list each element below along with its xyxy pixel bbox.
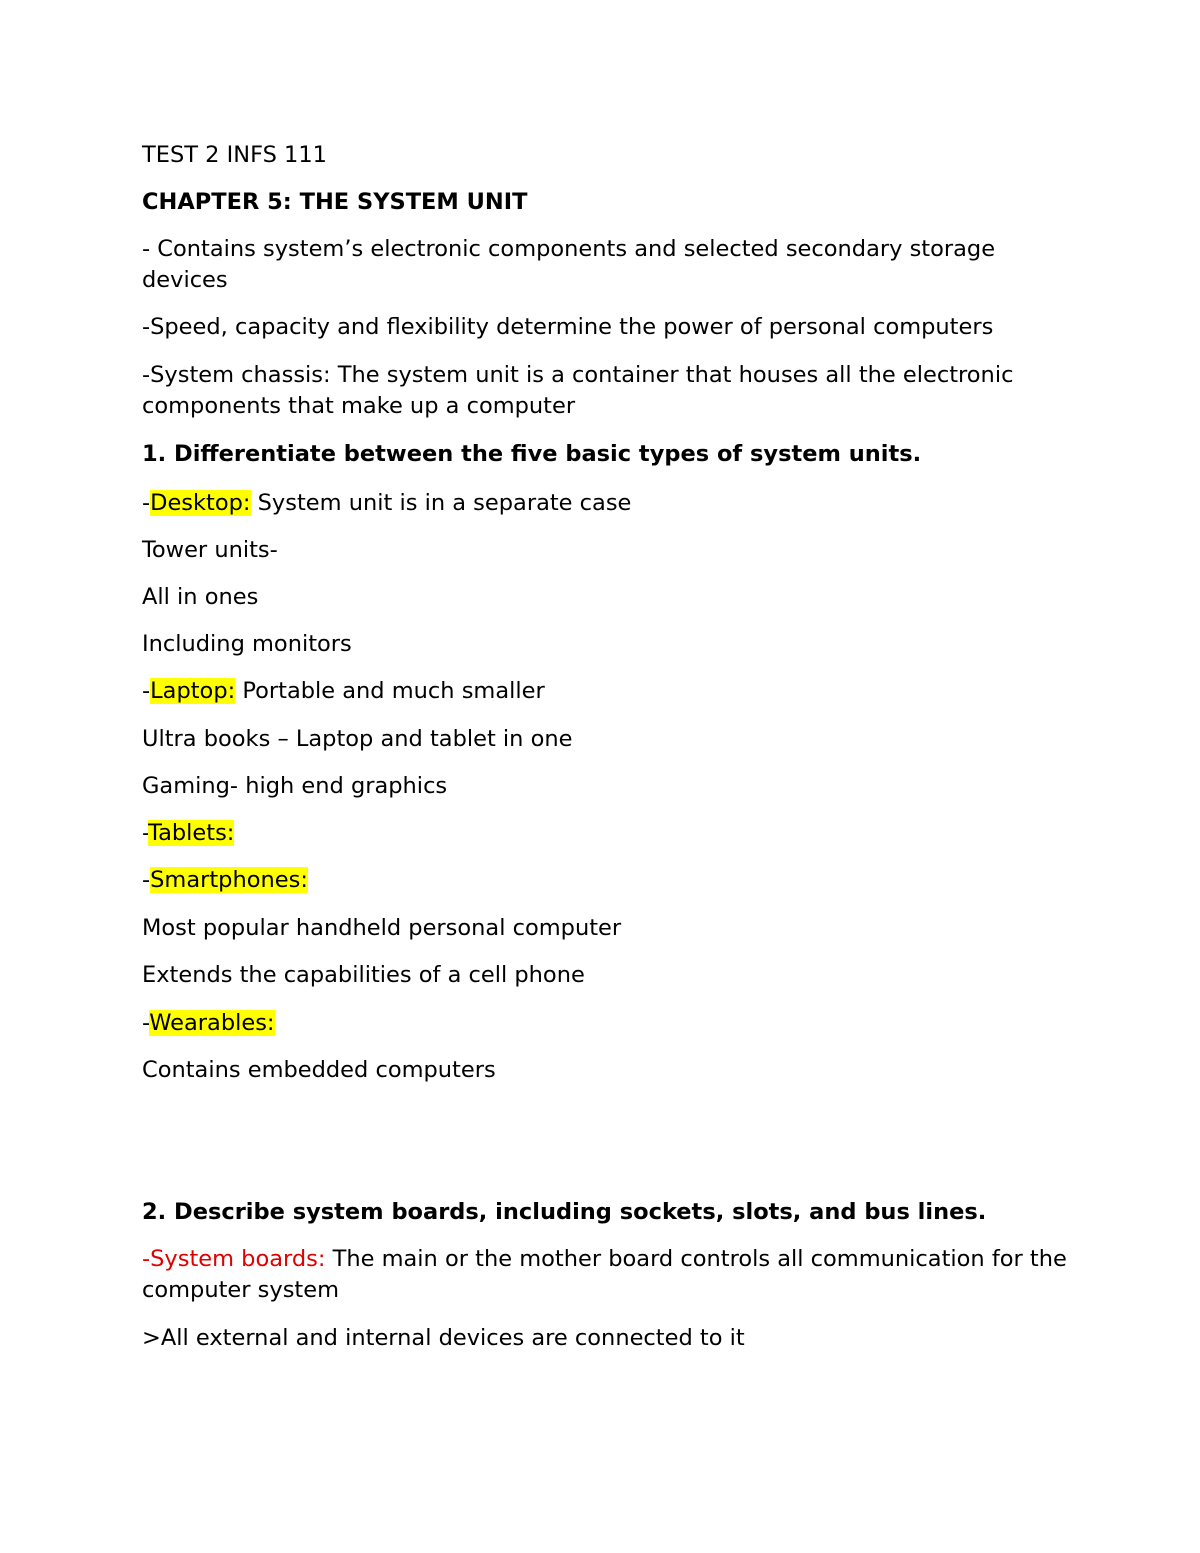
desktop-note: All in ones xyxy=(142,584,259,610)
smartphones-dash: - xyxy=(142,867,151,893)
smartphones-term: Smartphones: xyxy=(150,867,308,893)
question-2-heading: 2. Describe system boards, including sockets, slots, and bus lines. xyxy=(142,1199,987,1225)
tablets-item xyxy=(142,818,1072,849)
chapter-title: CHAPTER 5: THE SYSTEM UNIT xyxy=(142,189,528,215)
smartphone-note: Most popular handheld personal computer xyxy=(142,915,622,941)
desktop-note: Including monitors xyxy=(142,631,352,657)
laptop-dash: - xyxy=(142,678,151,704)
question-1-heading: 1. Differentiate between the five basic types of system units. xyxy=(142,441,922,467)
intro-paragraph-1: - Contains system’s electronic components and selected secondary storage devices xyxy=(142,236,996,293)
wearables-term: Wearables: xyxy=(149,1010,275,1036)
desktop-text: System unit is in a separate case xyxy=(250,490,632,516)
system-boards-item xyxy=(142,1244,1072,1306)
laptop-term: Laptop: xyxy=(150,678,236,704)
system-boards-text: The main or the mother board controls all communication for the computer system xyxy=(142,1246,1067,1303)
desktop-dash: - xyxy=(142,490,151,516)
laptop-note: Gaming- high end graphics xyxy=(142,773,448,799)
tablets-dash: - xyxy=(142,820,149,846)
wearables-dash: - xyxy=(142,1010,150,1036)
wearable-note: Contains embedded computers xyxy=(142,1057,496,1083)
document-header: TEST 2 INFS 111 xyxy=(142,142,327,168)
desktop-item xyxy=(142,488,1072,519)
desktop-term: Desktop: xyxy=(150,490,251,516)
tablets-term: Tablets: xyxy=(148,820,235,846)
wearables-item xyxy=(142,1008,1072,1039)
laptop-item xyxy=(142,676,1072,707)
intro-paragraph-3: -System chassis: The system unit is a container that houses all the electronic components that make up a computer xyxy=(142,362,1014,419)
smartphone-note: Extends the capabilities of a cell phone xyxy=(142,962,585,988)
desktop-note: Tower units- xyxy=(142,537,278,563)
laptop-text: Portable and much smaller xyxy=(235,678,545,704)
system-boards-note: >All external and internal devices are connected to it xyxy=(142,1325,745,1351)
system-boards-term: -System boards: xyxy=(142,1246,326,1272)
intro-paragraph-2: -Speed, capacity and flexibility determine the power of personal computers xyxy=(142,314,994,340)
laptop-note: Ultra books – Laptop and tablet in one xyxy=(142,726,573,752)
smartphones-item xyxy=(142,865,1072,896)
